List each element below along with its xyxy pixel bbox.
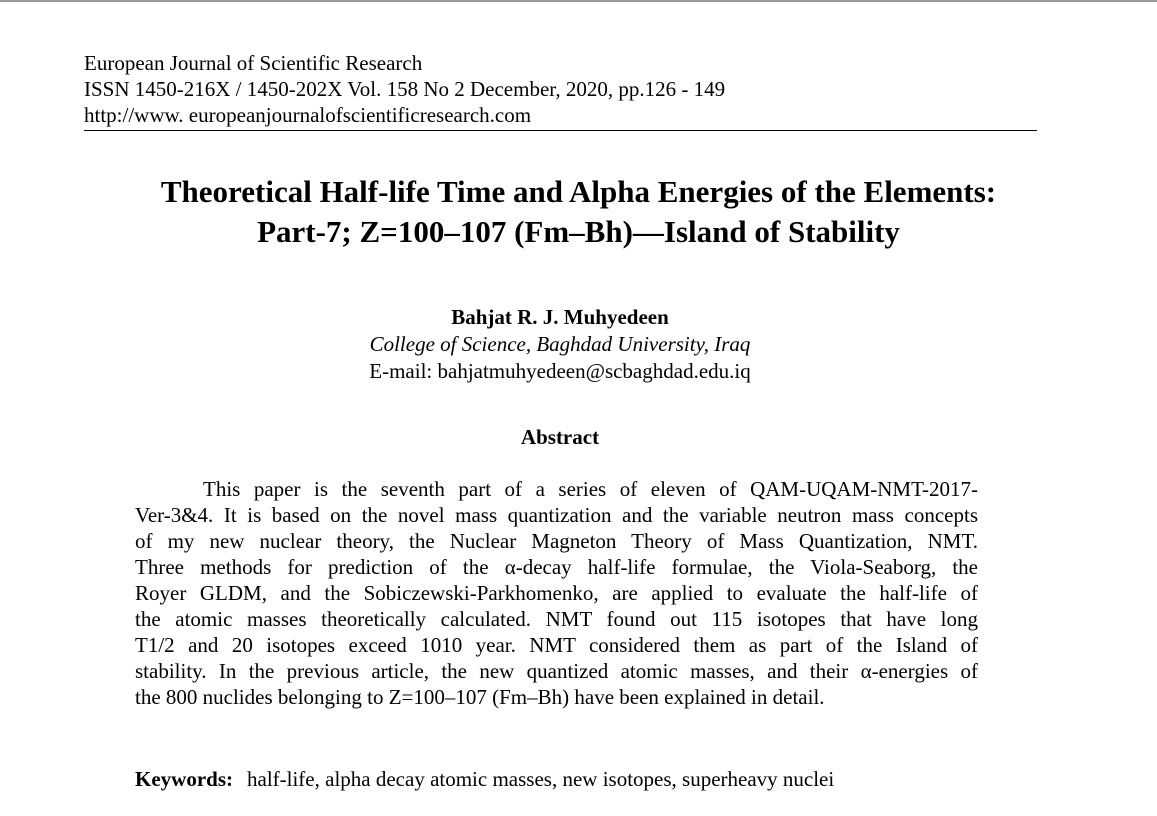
keywords-text: half-life, alpha decay atomic masses, new isotopes, superheavy nuclei xyxy=(247,767,835,791)
author-affiliation: College of Science, Baghdad University, Iraq xyxy=(369,332,751,356)
author-block xyxy=(260,304,860,385)
header-divider xyxy=(84,130,1037,131)
abstract-heading: Abstract xyxy=(520,425,600,449)
issn-volume-line: ISSN 1450-216X / 1450-202X Vol. 158 No 2 December, 2020, pp.126 - 149 xyxy=(84,77,726,101)
abstract-line: the 800 nuclides belonging to Z=100–107 (Fm–Bh) have been explained in detail. xyxy=(135,685,825,709)
top-border-rule xyxy=(0,0,1157,2)
paper-title xyxy=(40,172,1117,252)
abstract-line: Ver-3&4. It is based on the novel mass quantization and the variable neutron mass concepts xyxy=(135,503,978,527)
abstract-body xyxy=(135,476,978,710)
paper-title-line-2: Part-7; Z=100–107 (Fm–Bh)—Island of Stability xyxy=(257,214,900,249)
journal-url: http://www. europeanjournalofscientificresearch.com xyxy=(84,103,532,127)
author-name: Bahjat R. J. Muhyedeen xyxy=(451,305,669,329)
paper-title-line-1: Theoretical Half-life Time and Alpha Energies of the Elements: xyxy=(160,174,997,209)
abstract-line: the atomic masses theoretically calculated. NMT found out 115 isotopes that have long xyxy=(135,607,978,631)
abstract-line: This paper is the seventh part of a series of eleven of QAM-UQAM-NMT-2017- xyxy=(203,477,978,501)
abstract-line: stability. In the previous article, the new quantized atomic masses, and their α-energies of xyxy=(135,659,978,683)
keywords-label: Keywords: xyxy=(135,767,233,791)
author-email: E-mail: bahjatmuhyedeen@scbaghdad.edu.iq xyxy=(369,359,751,383)
journal-name: European Journal of Scientific Research xyxy=(84,51,423,75)
abstract-line: T1/2 and 20 isotopes exceed 1010 year. NMT considered them as part of the Island of xyxy=(135,633,978,657)
abstract-line: Royer GLDM, and the Sobiczewski-Parkhomenko, are applied to evaluate the half-life of xyxy=(135,581,978,605)
journal-header xyxy=(84,50,1037,128)
abstract-line: Three methods for prediction of the α-decay half-life formulae, the Viola-Seaborg, the xyxy=(135,555,978,579)
abstract-line: of my new nuclear theory, the Nuclear Magneton Theory of Mass Quantization, NMT. xyxy=(135,529,978,553)
keywords xyxy=(135,766,978,792)
